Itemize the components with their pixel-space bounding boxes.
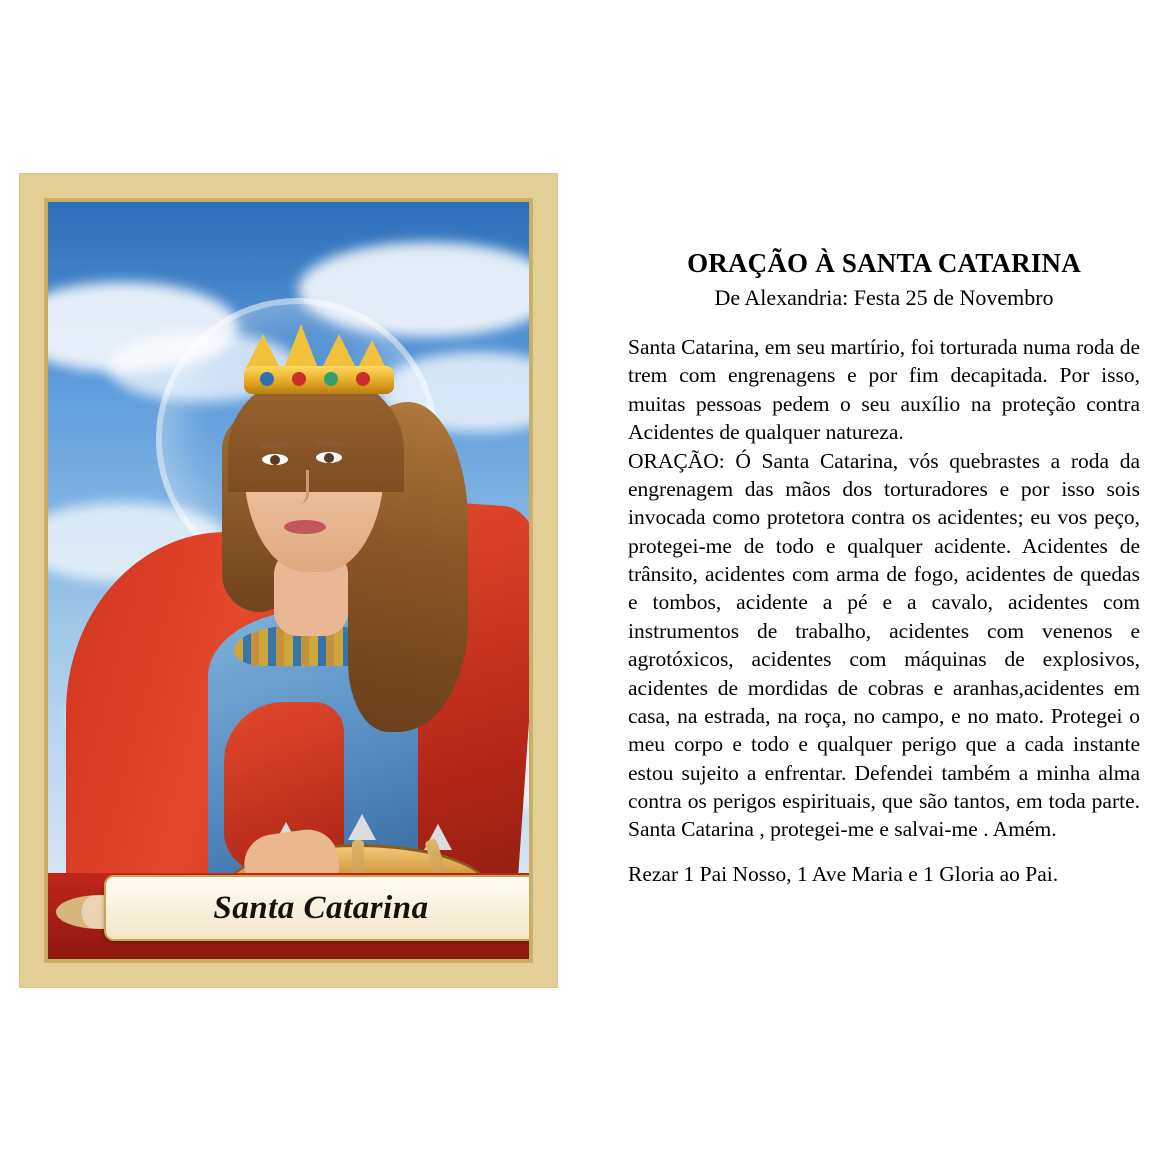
prayer-title: ORAÇÃO À SANTA CATARINA (687, 248, 1081, 278)
eye-right (316, 452, 342, 463)
saint-card (12, 143, 565, 1017)
prayer-body (628, 333, 1140, 844)
prayer-panel (628, 248, 1140, 887)
prayer-subtitle: De Alexandria: Festa 25 de Novembro (714, 285, 1054, 310)
crown-spike (358, 340, 386, 368)
nose (292, 470, 309, 504)
crown-gem (292, 372, 306, 386)
card-inner (19, 173, 558, 988)
crown-gem (260, 372, 274, 386)
crown-icon (244, 320, 394, 394)
eye-left (262, 454, 288, 465)
prayer-closing-instruction: Rezar 1 Pai Nosso, 1 Ave Maria e 1 Gloria ao Pai. (628, 861, 1059, 886)
saint-name-label: Santa Catarina (213, 889, 429, 926)
prayer-paragraph-1: Santa Catarina, em seu martírio, foi torturada numa roda de trem com engrenagens e por fim decapitada. Por isso, muitas pessoas pedem o seu auxílio na proteção contra Acidentes de qualquer natureza. (628, 335, 1140, 445)
crown-spike (246, 334, 280, 368)
crown-spike (322, 334, 356, 368)
crown-gem (356, 372, 370, 386)
mouth (284, 520, 326, 534)
crown-gem (324, 372, 338, 386)
wheel-blade (348, 814, 376, 840)
crown-spike (284, 324, 318, 368)
saint-name-banner (104, 875, 529, 941)
saint-illustration (48, 202, 529, 959)
prayer-paragraph-2: ORAÇÃO: Ó Santa Catarina, vós quebrastes a roda da engrenagem das mãos dos torturadores e por isso sois invocada como protetora contra os acidentes; eu vos peço, protegei-me de todo e qualquer acidente. Acidentes de trânsito, acidentes com arma de fogo, acidentes de quedas e tombos, acidente a pé e a cavalo, acidentes com instrumentos de trabalho, acidentes com venenos e agrotóxicos, acidentes com máquinas de explosivos, acidentes de mordidas de cobras e aranhas,acidentes em casa, na estrada, na roça, no campo, e no mato. Protegei o meu corpo e todo e qualquer perigo que a cada instante estou sujeito a enfrentar. Defendei também a minha alma contra os perigos espirituais, que são tantos, em toda parte. Santa Catarina , protegei-me e salvai-me . Amém. (628, 448, 1140, 842)
